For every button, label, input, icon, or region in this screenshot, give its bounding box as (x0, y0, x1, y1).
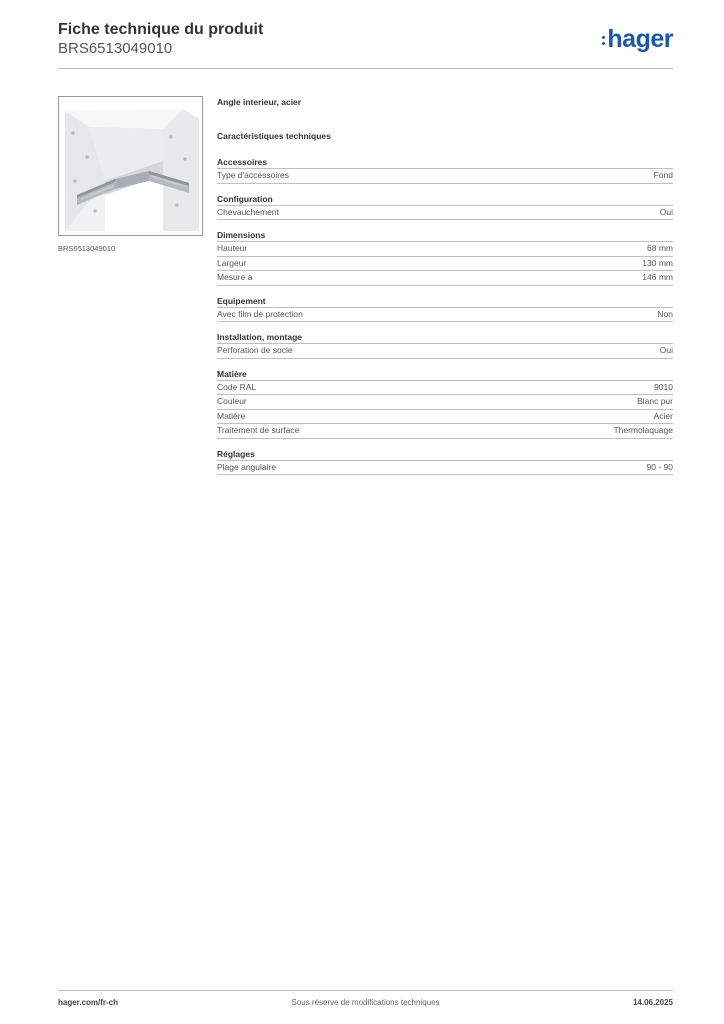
section-title: Réglages (217, 448, 673, 461)
spec-value: Blanc pur (637, 396, 673, 406)
spec-value: 90 - 90 (646, 461, 673, 472)
spec-row (217, 395, 673, 410)
spec-label: Matière (217, 410, 246, 421)
spec-label: Mesure a (217, 272, 253, 282)
section-reglages (217, 448, 673, 476)
spec-value: Acier (653, 410, 673, 421)
spec-row (217, 461, 673, 476)
header-divider (58, 68, 673, 69)
footer-date: 14.06.2025 (632, 998, 673, 1007)
spec-value: Fond (653, 170, 673, 180)
logo-dots-icon (602, 36, 605, 45)
section-title: Equipement (217, 295, 673, 308)
spec-row (217, 257, 673, 272)
spec-label: Avec film de protection (217, 308, 303, 319)
spec-label: Perforation de socle (217, 345, 293, 355)
section-installation (217, 331, 673, 359)
footer-divider (58, 990, 673, 991)
spec-row (217, 381, 673, 396)
logo-text: hager (607, 25, 673, 53)
spec-label: Type d'accessoires (217, 170, 290, 180)
spec-value: Thermolaquage (613, 425, 673, 435)
spec-label: Traitement de surface (217, 425, 300, 435)
image-caption: BRS6513049010 (58, 244, 116, 253)
spec-value: 146 mm (642, 272, 673, 282)
spec-label: Chevauchement (217, 206, 279, 217)
spec-value: Oui (659, 206, 673, 217)
section-title: Matière (217, 368, 673, 381)
spec-row (217, 206, 673, 221)
spec-label: Code RAL (217, 381, 257, 392)
page-header (58, 20, 673, 58)
spec-label: Hauteur (217, 243, 248, 253)
spec-value: 130 mm (642, 257, 673, 268)
spec-row (217, 271, 673, 286)
interior-corner-product-icon (59, 97, 202, 235)
spec-row (217, 344, 673, 359)
spec-value: 9010 (654, 381, 673, 392)
hager-logo[interactable] (602, 26, 673, 52)
product-reference: BRS6513049010 (58, 40, 173, 57)
product-name: Angle interieur, acier (217, 97, 302, 107)
spec-heading: Caractéristiques techniques (217, 131, 331, 141)
section-matiere (217, 368, 673, 439)
spec-row (217, 410, 673, 425)
section-equipement (217, 295, 673, 323)
spec-row (217, 242, 673, 257)
spec-label: Largeur (217, 257, 247, 268)
product-image (58, 96, 203, 236)
spec-row (217, 169, 673, 184)
footer-website-link[interactable]: hager.com/fr-ch (58, 998, 119, 1007)
section-title: Installation, montage (217, 331, 673, 344)
spec-row (217, 308, 673, 323)
spec-value: Non (657, 308, 673, 319)
spec-label: Plage angulaire (217, 461, 277, 472)
section-title: Accessoires (217, 156, 673, 169)
section-dimensions (217, 229, 673, 286)
spec-row (217, 424, 673, 439)
spec-panel (217, 96, 673, 484)
section-title: Dimensions (217, 229, 673, 242)
spec-value: Oui (659, 345, 673, 355)
section-accessoires (217, 156, 673, 184)
section-configuration (217, 193, 673, 221)
page-title: Fiche technique du produit (58, 21, 264, 38)
section-title: Configuration (217, 193, 673, 206)
spec-value: 68 mm (647, 243, 673, 253)
spec-label: Couleur (217, 396, 247, 406)
footer-disclaimer: Sous réserve de modifications techniques (291, 998, 440, 1007)
